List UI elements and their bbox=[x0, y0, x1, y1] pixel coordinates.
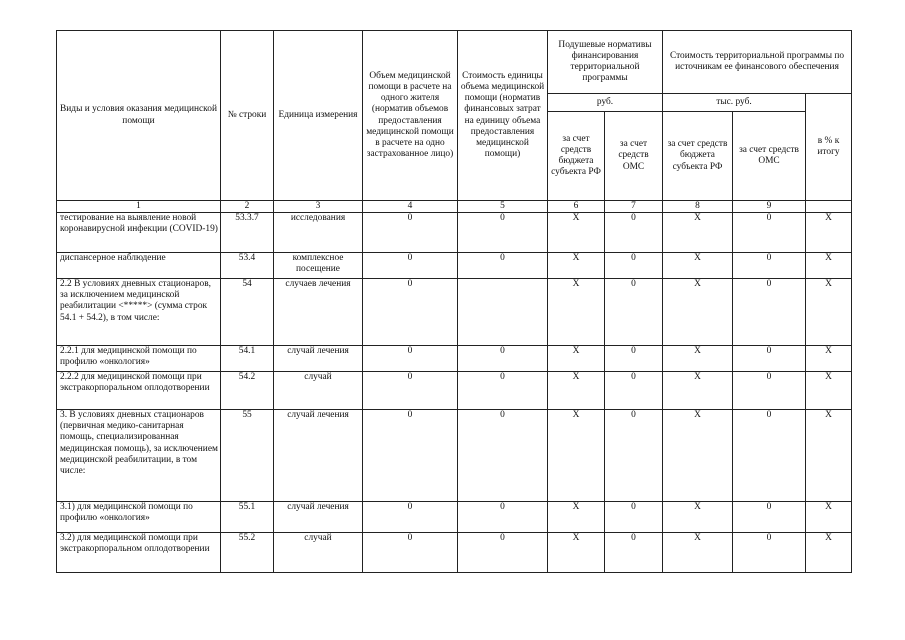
table-row bbox=[57, 279, 852, 346]
row-unit: случаев лечения bbox=[274, 279, 363, 346]
header-budget-per-capita: за счет средств бюджета субъекта РФ bbox=[548, 112, 605, 201]
row-unit: случай лечения bbox=[274, 502, 363, 533]
table-row bbox=[57, 502, 852, 533]
header-row-number: № строки bbox=[221, 31, 274, 201]
row-number: 54 bbox=[221, 279, 274, 346]
row-name: 3.2) для медицинской помощи при экстракорпоральном оплодотворении bbox=[57, 533, 221, 573]
row-number: 55.1 bbox=[221, 502, 274, 533]
row-percent: X bbox=[806, 346, 852, 372]
row-unit: исследования bbox=[274, 213, 363, 253]
row-budget-total: X bbox=[663, 253, 733, 279]
row-name: 2.2 В условиях дневных стационаров, за исключением медицинской реабилитации <*****> (сумма строк 54.1 + 54.2), в том числе: bbox=[57, 279, 221, 346]
row-number: 54.1 bbox=[221, 346, 274, 372]
row-oms-per-capita: 0 bbox=[605, 253, 663, 279]
header-unit-thousand-rub: тыс. руб. bbox=[663, 94, 806, 112]
row-budget-total: X bbox=[663, 213, 733, 253]
row-oms-per-capita: 0 bbox=[605, 502, 663, 533]
row-volume: 0 bbox=[363, 279, 458, 346]
row-percent: X bbox=[806, 372, 852, 410]
row-name: 2.2.2 для медицинской помощи при экстракорпоральном оплодотворении bbox=[57, 372, 221, 410]
row-volume: 0 bbox=[363, 253, 458, 279]
row-budget-per-capita: X bbox=[548, 372, 605, 410]
row-percent: X bbox=[806, 410, 852, 502]
row-volume: 0 bbox=[363, 410, 458, 502]
row-budget-total: X bbox=[663, 502, 733, 533]
column-number: 7 bbox=[605, 201, 663, 213]
row-number: 55 bbox=[221, 410, 274, 502]
row-oms-total: 0 bbox=[733, 253, 806, 279]
row-oms-total: 0 bbox=[733, 410, 806, 502]
row-oms-per-capita: 0 bbox=[605, 372, 663, 410]
table-row bbox=[57, 410, 852, 502]
row-name: диспансерное наблюдение bbox=[57, 253, 221, 279]
row-unit-cost bbox=[458, 279, 548, 346]
row-number: 55.2 bbox=[221, 533, 274, 573]
header-per-capita: Подушевые нормативы финансирования территориальной программы bbox=[548, 31, 663, 94]
row-volume: 0 bbox=[363, 346, 458, 372]
row-oms-total: 0 bbox=[733, 279, 806, 346]
row-volume: 0 bbox=[363, 372, 458, 410]
row-oms-total: 0 bbox=[733, 372, 806, 410]
row-budget-per-capita: X bbox=[548, 213, 605, 253]
column-number: 4 bbox=[363, 201, 458, 213]
row-oms-per-capita: 0 bbox=[605, 410, 663, 502]
row-volume: 0 bbox=[363, 213, 458, 253]
row-volume: 0 bbox=[363, 502, 458, 533]
row-percent: X bbox=[806, 279, 852, 346]
row-unit-cost: 0 bbox=[458, 533, 548, 573]
row-name: 3.1) для медицинской помощи по профилю «онкология» bbox=[57, 502, 221, 533]
column-number: 6 bbox=[548, 201, 605, 213]
header-percent-total: в % к итогу bbox=[806, 94, 852, 201]
header-unit-rub: руб. bbox=[548, 94, 663, 112]
row-unit-cost: 0 bbox=[458, 346, 548, 372]
row-oms-per-capita: 0 bbox=[605, 279, 663, 346]
row-unit: случай bbox=[274, 533, 363, 573]
column-number bbox=[806, 201, 852, 213]
row-unit-cost: 0 bbox=[458, 372, 548, 410]
row-budget-total: X bbox=[663, 279, 733, 346]
row-oms-per-capita: 0 bbox=[605, 213, 663, 253]
row-budget-per-capita: X bbox=[548, 253, 605, 279]
header-oms-total: за счет средств ОМС bbox=[733, 112, 806, 201]
header-types: Виды и условия оказания медицинской помощи bbox=[57, 31, 221, 201]
row-number: 53.3.7 bbox=[221, 213, 274, 253]
table-row bbox=[57, 372, 852, 410]
header-budget-total: за счет средств бюджета субъекта РФ bbox=[663, 112, 733, 201]
row-oms-total: 0 bbox=[733, 502, 806, 533]
row-name: 2.2.1 для медицинской помощи по профилю «онкология» bbox=[57, 346, 221, 372]
row-budget-total: X bbox=[663, 410, 733, 502]
row-unit: комплексное посещение bbox=[274, 253, 363, 279]
row-oms-per-capita: 0 bbox=[605, 346, 663, 372]
row-unit: случай bbox=[274, 372, 363, 410]
row-budget-per-capita: X bbox=[548, 279, 605, 346]
row-budget-total: X bbox=[663, 533, 733, 573]
table-row bbox=[57, 213, 852, 253]
row-volume: 0 bbox=[363, 533, 458, 573]
row-budget-total: X bbox=[663, 346, 733, 372]
row-percent: X bbox=[806, 253, 852, 279]
row-name: тестирование на выявление новой коронавирусной инфекции (COVID-19) bbox=[57, 213, 221, 253]
row-budget-per-capita: X bbox=[548, 410, 605, 502]
header-territorial-cost: Стоимость территориальной программы по источникам ее финансового обеспечения bbox=[663, 31, 852, 94]
column-number: 5 bbox=[458, 201, 548, 213]
row-unit-cost: 0 bbox=[458, 213, 548, 253]
row-budget-total: X bbox=[663, 372, 733, 410]
row-number: 53.4 bbox=[221, 253, 274, 279]
row-budget-per-capita: X bbox=[548, 346, 605, 372]
row-oms-per-capita: 0 bbox=[605, 533, 663, 573]
row-percent: X bbox=[806, 533, 852, 573]
header-unit: Единица измерения bbox=[274, 31, 363, 201]
header-oms-per-capita: за счет средств ОМС bbox=[605, 112, 663, 201]
row-unit-cost: 0 bbox=[458, 502, 548, 533]
row-unit: случай лечения bbox=[274, 410, 363, 502]
row-unit: случай лечения bbox=[274, 346, 363, 372]
row-oms-total: 0 bbox=[733, 213, 806, 253]
row-unit-cost: 0 bbox=[458, 253, 548, 279]
row-number: 54.2 bbox=[221, 372, 274, 410]
column-number: 9 bbox=[733, 201, 806, 213]
column-number: 8 bbox=[663, 201, 733, 213]
table-row bbox=[57, 533, 852, 573]
row-oms-total: 0 bbox=[733, 533, 806, 573]
row-unit-cost: 0 bbox=[458, 410, 548, 502]
column-number: 1 bbox=[57, 201, 221, 213]
table-row bbox=[57, 346, 852, 372]
row-name: 3. В условиях дневных стационаров (первичная медико-санитарная помощь, специализированная медицинская помощь), за исключением медицинской реабилитации, в том числе: bbox=[57, 410, 221, 502]
column-number: 2 bbox=[221, 201, 274, 213]
row-percent: X bbox=[806, 213, 852, 253]
row-percent: X bbox=[806, 502, 852, 533]
header-volume: Объем медицинской помощи в расчете на одного жителя (норматив объемов предоставления медицинской помощи в расчете на одно застрахованное лицо) bbox=[363, 31, 458, 201]
row-budget-per-capita: X bbox=[548, 533, 605, 573]
row-oms-total: 0 bbox=[733, 346, 806, 372]
program-cost-table bbox=[56, 30, 852, 573]
table-row bbox=[57, 253, 852, 279]
column-number: 3 bbox=[274, 201, 363, 213]
row-budget-per-capita: X bbox=[548, 502, 605, 533]
header-unit-cost: Стоимость единицы объема медицинской помощи (норматив финансовых затрат на единицу объема предоставления медицинской помощи) bbox=[458, 31, 548, 201]
